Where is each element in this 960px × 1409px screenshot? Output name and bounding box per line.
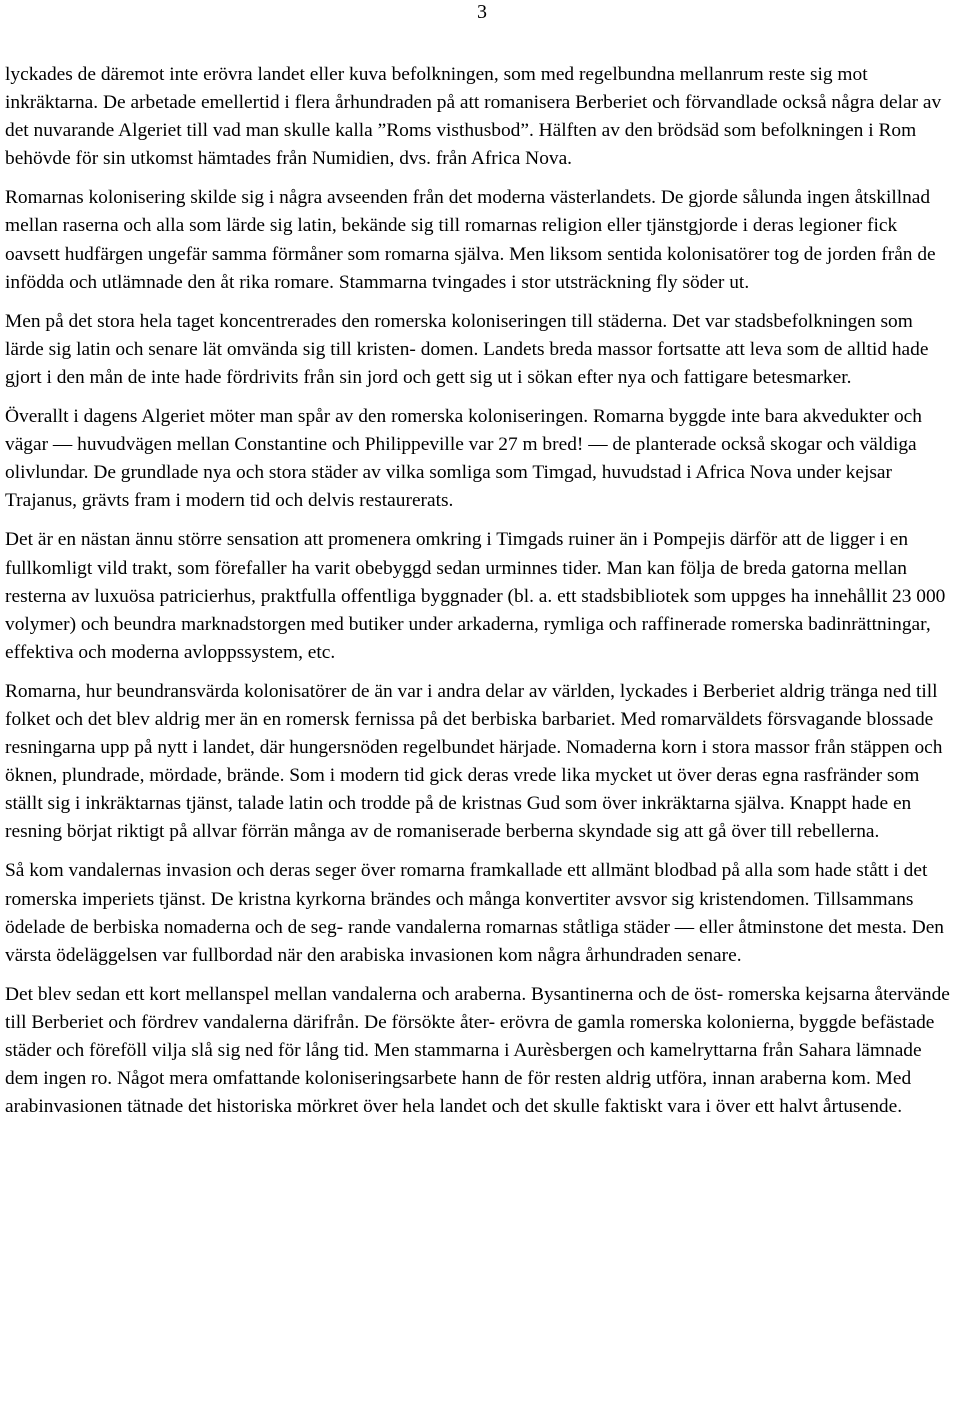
paragraph-staderna: Men på det stora hela taget koncentrerades den romerska koloniseringen till städerna. Det var stadsbefolkningen som lärde sig latin och senare lät omvända sig till kristen- domen. Landets breda massor fortsatte att leva som de alltid hade gjort i den mån de inte hade fördrivits från sin jord och gett sig ut i sökan efter nya och fattigare betesmarker. <box>5 310 929 388</box>
paragraph-bysantinerna: Det blev sedan ett kort mellanspel mellan vandalerna och araberna. Bysantinerna och de öst- romerska kejsarna återvände till Berberiet och fördrev vandalerna därifrån. De försökte åter- erövra de gamla romerska kolonierna, byggde befästade städer och föreföll vilja slå sig ned för lång tid. Men stammarna i Aurèsbergen och kamelryttarna från Sahara lämnade dem ingen ro. Något mera omfattande koloniseringsarbete hann de för resten aldrig utföra, innan araberna kom. Med arabinvasionen tätnade det historiska mörkret över hela landet och det skulle faktiskt vara i över ett halvt årtusende. <box>5 983 950 1118</box>
paragraph-timgad-ruiner: Det är en nästan ännu större sensation att promenera omkring i Timgads ruiner än i Pompejis därför att de ligger i en fullkomligt vild trakt, som förefaller ha varit obebyggd sedan urminnes tider. Man kan följa de breda gatorna mellan resterna av luxuösa patricierhus, praktfulla offentliga byggnader (bl. a. ett stadsbibliotek som uppges ha innehållit 23 000 volymer) och beundra marknadstorgen med butiker under arkaderna, rymliga och raffinerade romerska badinrättningar, effektiva och moderna avloppssystem, etc. <box>5 529 946 663</box>
page-number: 3 <box>477 1 487 23</box>
paragraph-spar-av-koloniseringen: Överallt i dagens Algeriet möter man spår av den romerska koloniseringen. Romarna byggde inte bara akvedukter och vägar — huvudvägen mellan Constantine och Philippeville var 27 m bred! — de planterade också skogar och väldiga olivlundar. De grundlade nya och stora städer av vilka somliga som Timgad, huvudstad i Africa Nova under kejsar Trajanus, grävts fram i modern tid och delvis restaurerats. <box>5 406 922 512</box>
paragraph-roms-visthusbod: lyckades de däremot inte erövra landet eller kuva befolkningen, som med regelbundna mellanrum reste sig mot inkräktarna. De arbetade emellertid i flera århundraden på att romanisera Berberiet och förvandlade också några delar av det nuvarande Algeriet till vad man skulle kalla ”Roms visthusbod”. Hälften av den brödsäd som befolkningen i Rom behövde för sin utkomst hämtades från Numidien, dvs. från Africa Nova. <box>5 64 942 170</box>
paragraph-romersk-fernissa: Romarna, hur beundransvärda kolonisatörer de än var i andra delar av världen, lyckades i Berberiet aldrig tränga ned till folket och det blev aldrig mer än en romersk fernissa på det berbiska barbariet. Med romarväldets försvagande blossade resningarna upp på nytt i landet, där hungersnöden regelbundet härjade. Nomaderna korn i stora massor från stäppen och öknen, plundrade, mördade, brände. Som i modern tid gick deras vrede lika mycket ut över deras egna rasfränder som ställt sig i inkräktarnas tjänst, talade latin och trodde på de kristnas Gud som över inkräktarna själva. Knappt hade en resning börjat riktigt på allvar förrän många av de romaniserade berberna skyndade sig att gå över till rebellerna. <box>5 680 943 843</box>
document-body <box>5 61 955 1132</box>
paragraph-vandalernas-invasion: Så kom vandalernas invasion och deras seger över romarna framkallade ett allmänt blodbad på alla som hade stått i det romerska imperiets tjänst. De kristna kyrkorna brändes och många konvertiter avsvor sig kristendomen. Tillsammans ödelade de berbiska nomaderna och de seg- rande vandalerna romarnas ståtliga städer — eller åtminstone det mesta. Den värsta ödeläggelsen var fullbordad när den arabiska invasionen kom några århundraden senare. <box>5 860 944 966</box>
paragraph-romarnas-kolonisering: Romarnas kolonisering skilde sig i några avseenden från det moderna västerlandets. De gjorde sålunda ingen åtskillnad mellan raserna och alla som lärde sig latin, bekände sig till romarnas religion eller tjänstgjorde i deras legioner fick oavsett hudfärgen ungefär samma förmåner som romarna själva. Men liksom sentida kolonisatörer tog de jorden från de infödda och utlämnade den åt rika romare. Stammarna tvingades i stor utsträckning fly söder ut. <box>5 187 936 293</box>
